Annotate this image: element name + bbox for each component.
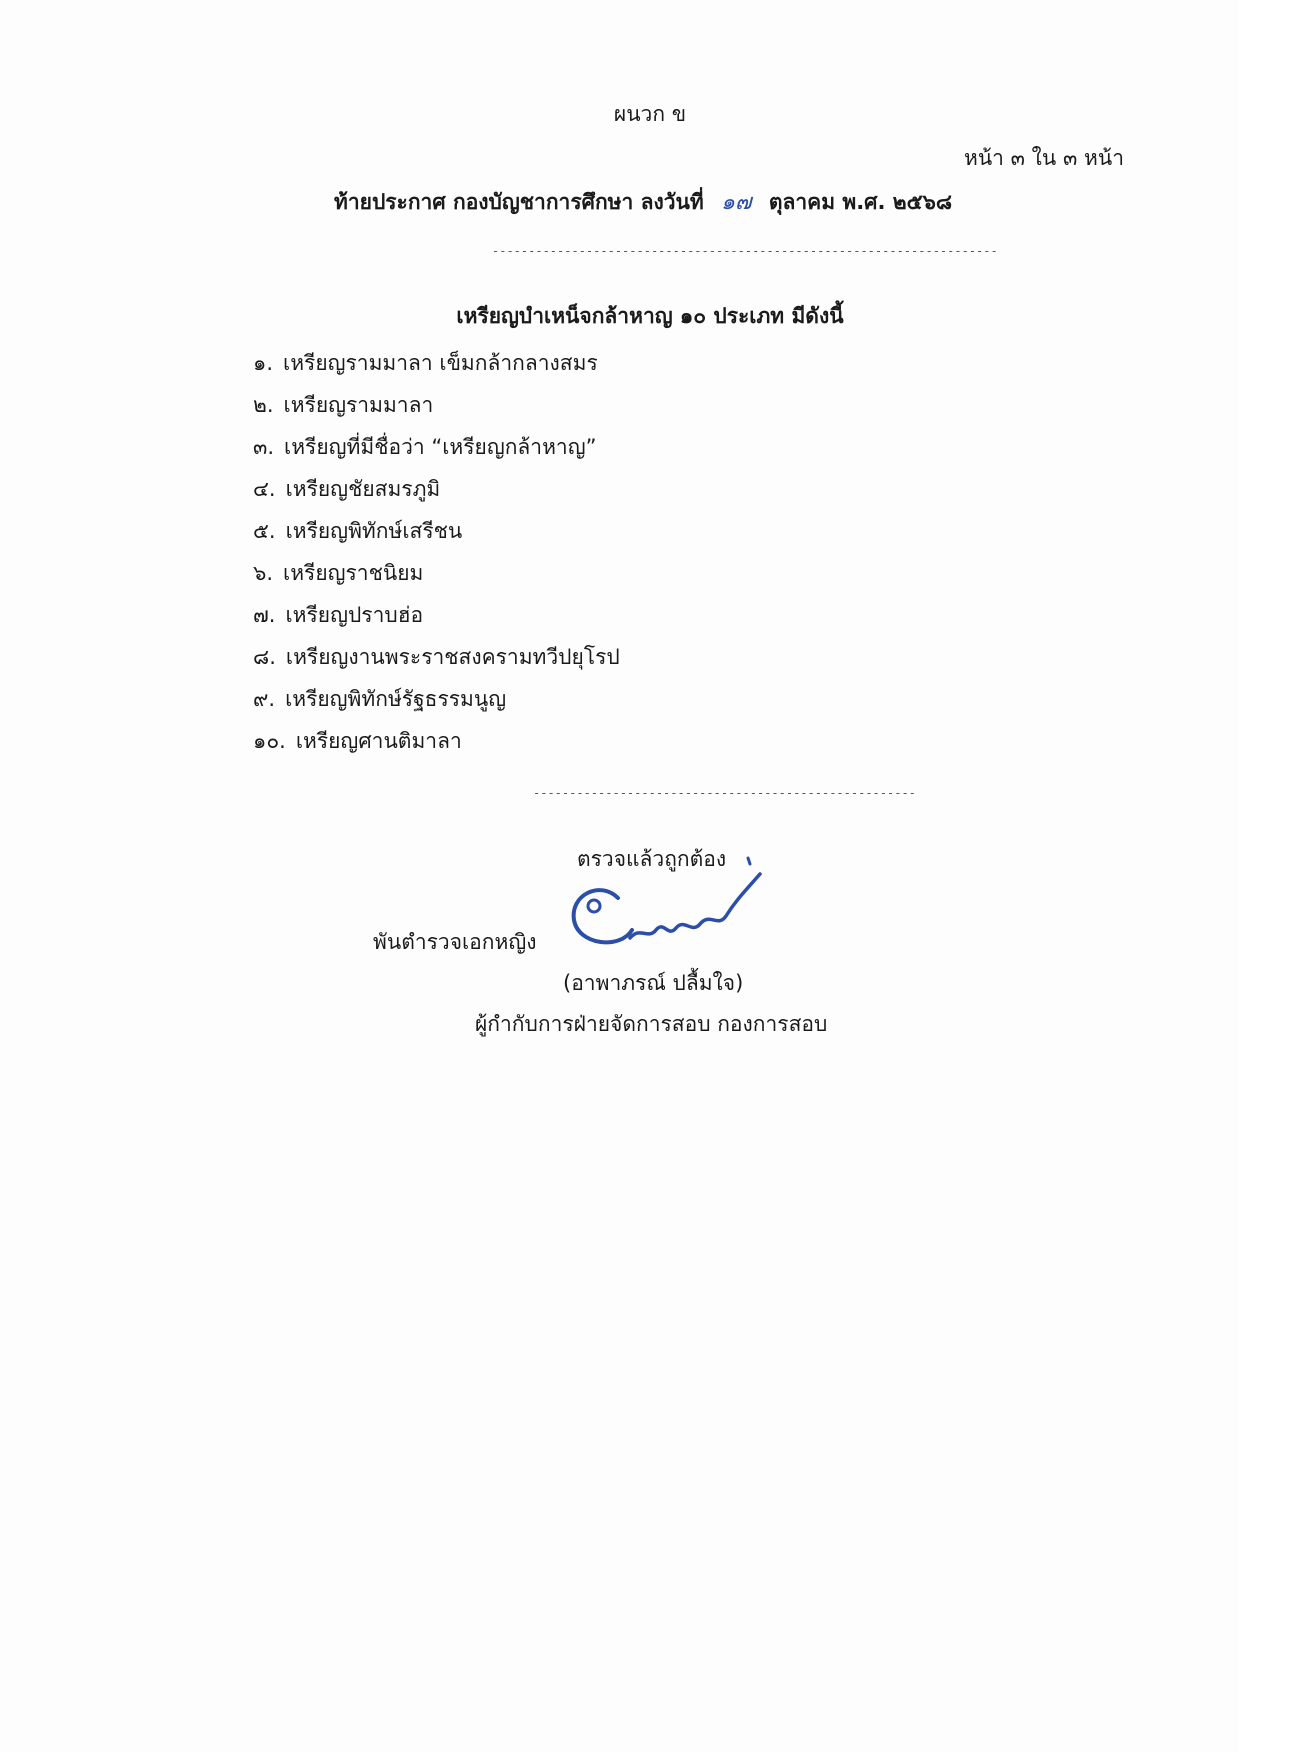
medal-name: เหรียญงานพระราชสงครามทวีปยุโรป [285, 645, 620, 669]
verified-label: ตรวจแล้วถูกต้อง [577, 847, 727, 871]
medal-name: เหรียญพิทักษ์เสรีชน [285, 519, 463, 543]
medal-name: เหรียญปราบฮ่อ [285, 603, 424, 627]
announcement-prefix: ท้ายประกาศ กองบัญชาการศึกษา ลงวันที่ [334, 190, 704, 214]
medal-name: เหรียญรามมาลา เข็มกล้ากลางสมร [283, 351, 598, 375]
divider-bottom: ----------------------------------------------------- [533, 786, 916, 800]
handwritten-day: ๑๗ [721, 190, 752, 215]
medal-list [253, 348, 620, 768]
list-item: ๕. เหรียญพิทักษ์เสรีชน [253, 519, 463, 543]
signer-position: ผู้กำกับการฝ่ายจัดการสอบ กองการสอบ [475, 1012, 828, 1036]
medal-name: เหรียญที่มีชื่อว่า “เหรียญกล้าหาญ” [284, 435, 597, 459]
signer-name: (อาพาภรณ์ ปลื้มใจ) [563, 971, 744, 995]
list-item: ๓. เหรียญที่มีชื่อว่า “เหรียญกล้าหาญ” [253, 435, 597, 459]
medal-name: เหรียญพิทักษ์รัฐธรรมนูญ [285, 687, 507, 711]
list-item: ๖. เหรียญราชนิยม [253, 561, 424, 585]
annex-title: ผนวก ข [613, 102, 687, 126]
list-heading: เหรียญบำเหน็จกล้าหาญ ๑๐ ประเภท มีดังนี้ [456, 304, 844, 328]
list-item: ๔. เหรียญชัยสมรภูมิ [253, 477, 441, 501]
list-item: ๒. เหรียญรามมาลา [253, 393, 434, 417]
announcement-line [334, 184, 952, 219]
list-item: ๑๐. เหรียญศานติมาลา [253, 729, 462, 753]
medal-name: เหรียญราชนิยม [283, 561, 424, 585]
medal-name: เหรียญรามมาลา [283, 393, 434, 417]
announcement-suffix: ตุลาคม พ.ศ. ๒๕๖๘ [768, 190, 953, 214]
divider-top: ---------------------------------------------------------------------- [492, 244, 998, 258]
page-number: หน้า ๓ ใน ๓ หน้า [963, 146, 1124, 170]
list-item: ๘. เหรียญงานพระราชสงครามทวีปยุโรป [253, 645, 620, 669]
rank-label: พันตำรวจเอกหญิง [373, 930, 537, 954]
medal-name: เหรียญศานติมาลา [295, 729, 462, 753]
handwritten-signature [560, 850, 790, 960]
list-item: ๙. เหรียญพิทักษ์รัฐธรรมนูญ [253, 687, 507, 711]
list-item: ๗. เหรียญปราบฮ่อ [253, 603, 424, 627]
list-item: ๑. เหรียญรามมาลา เข็มกล้ากลางสมร [253, 351, 598, 375]
medal-name: เหรียญชัยสมรภูมิ [285, 477, 441, 501]
